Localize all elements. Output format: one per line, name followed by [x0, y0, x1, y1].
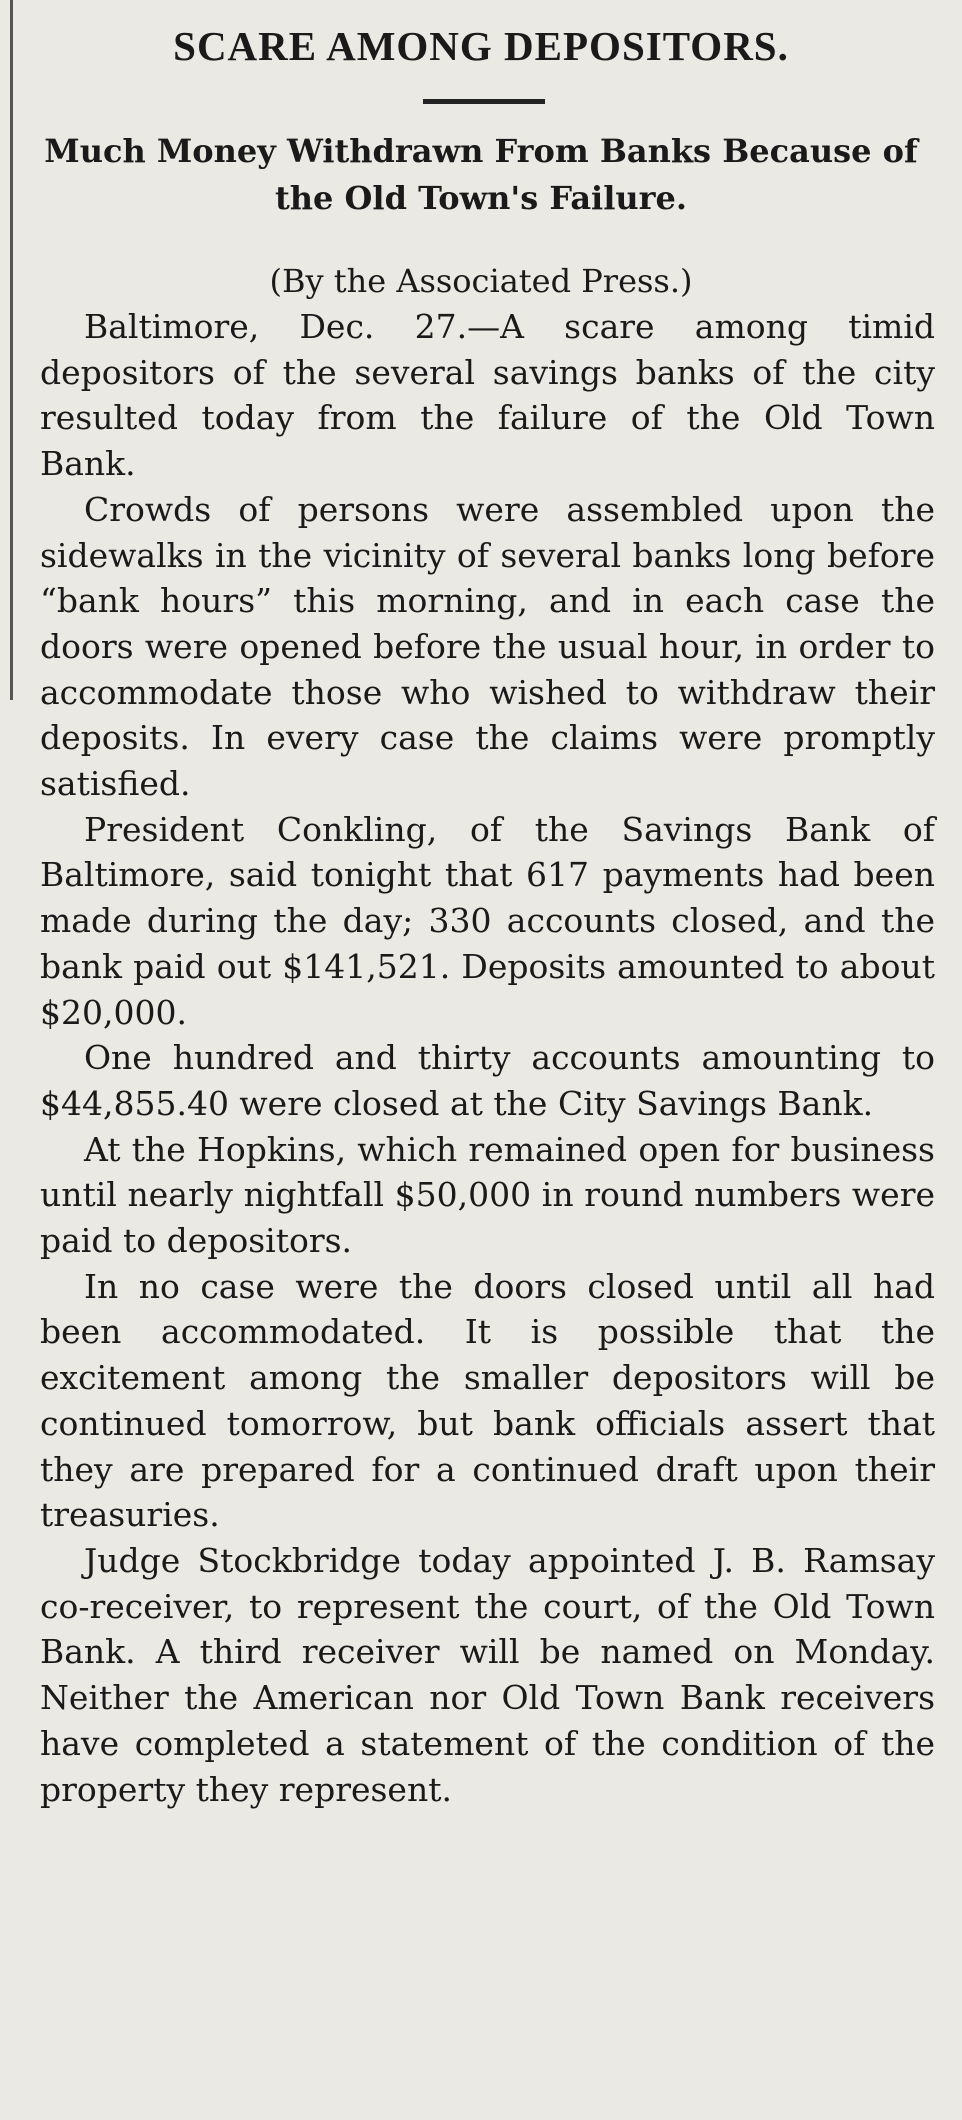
column-rule — [10, 0, 13, 700]
paragraph: In no case were the doors closed until all had been accommodated. It is possible that the excitement among the smaller depositors will be continued tomorrow, but bank officials assert that they are prepared for a continued draft upon their treasuries. — [40, 1266, 935, 1535]
paragraph: Judge Stockbridge today appointed J. B. Ramsay co-receiver, to represent the court, of the Old Town Bank. A third receiver will be named on Monday. Neither the American nor Old Town Bank receivers have completed a statement of the condition of the property they represent. — [40, 1540, 935, 1809]
paragraph: Crowds of persons were assembled upon the sidewalks in the vicinity of several banks long before “bank hours” this morning, and in each case the doors were opened before the usual hour, in order to accommodate those who wished to withdraw their deposits. In every case the claims were promptly satisfied. — [40, 489, 935, 804]
byline: (By the Associated Press.) — [269, 262, 693, 300]
article-body — [40, 304, 935, 1812]
paragraph: Baltimore, Dec. 27.—A scare among timid depositors of the several savings banks of the city resulted today from the failure of the Old Town Bank. — [40, 307, 935, 484]
headline: SCARE AMONG DEPOSITORS. — [173, 23, 789, 69]
headline-divider — [423, 99, 545, 104]
paragraph: At the Hopkins, which remained open for business until nearly nightfall $50,000 in round numbers were paid to depositors. — [40, 1129, 935, 1261]
paragraph: President Conkling, of the Savings Bank of Baltimore, said tonight that 617 payments had been made during the day; 330 accounts closed, and the bank paid out $141,521. Deposits amounted to about $20,000. — [40, 809, 935, 1032]
paragraph: One hundred and thirty accounts amounting to $44,855.40 were closed at the City Savings Bank. — [40, 1038, 935, 1123]
subheadline: Much Money Withdrawn From Banks Because of the Old Town's Failure. — [44, 132, 918, 217]
